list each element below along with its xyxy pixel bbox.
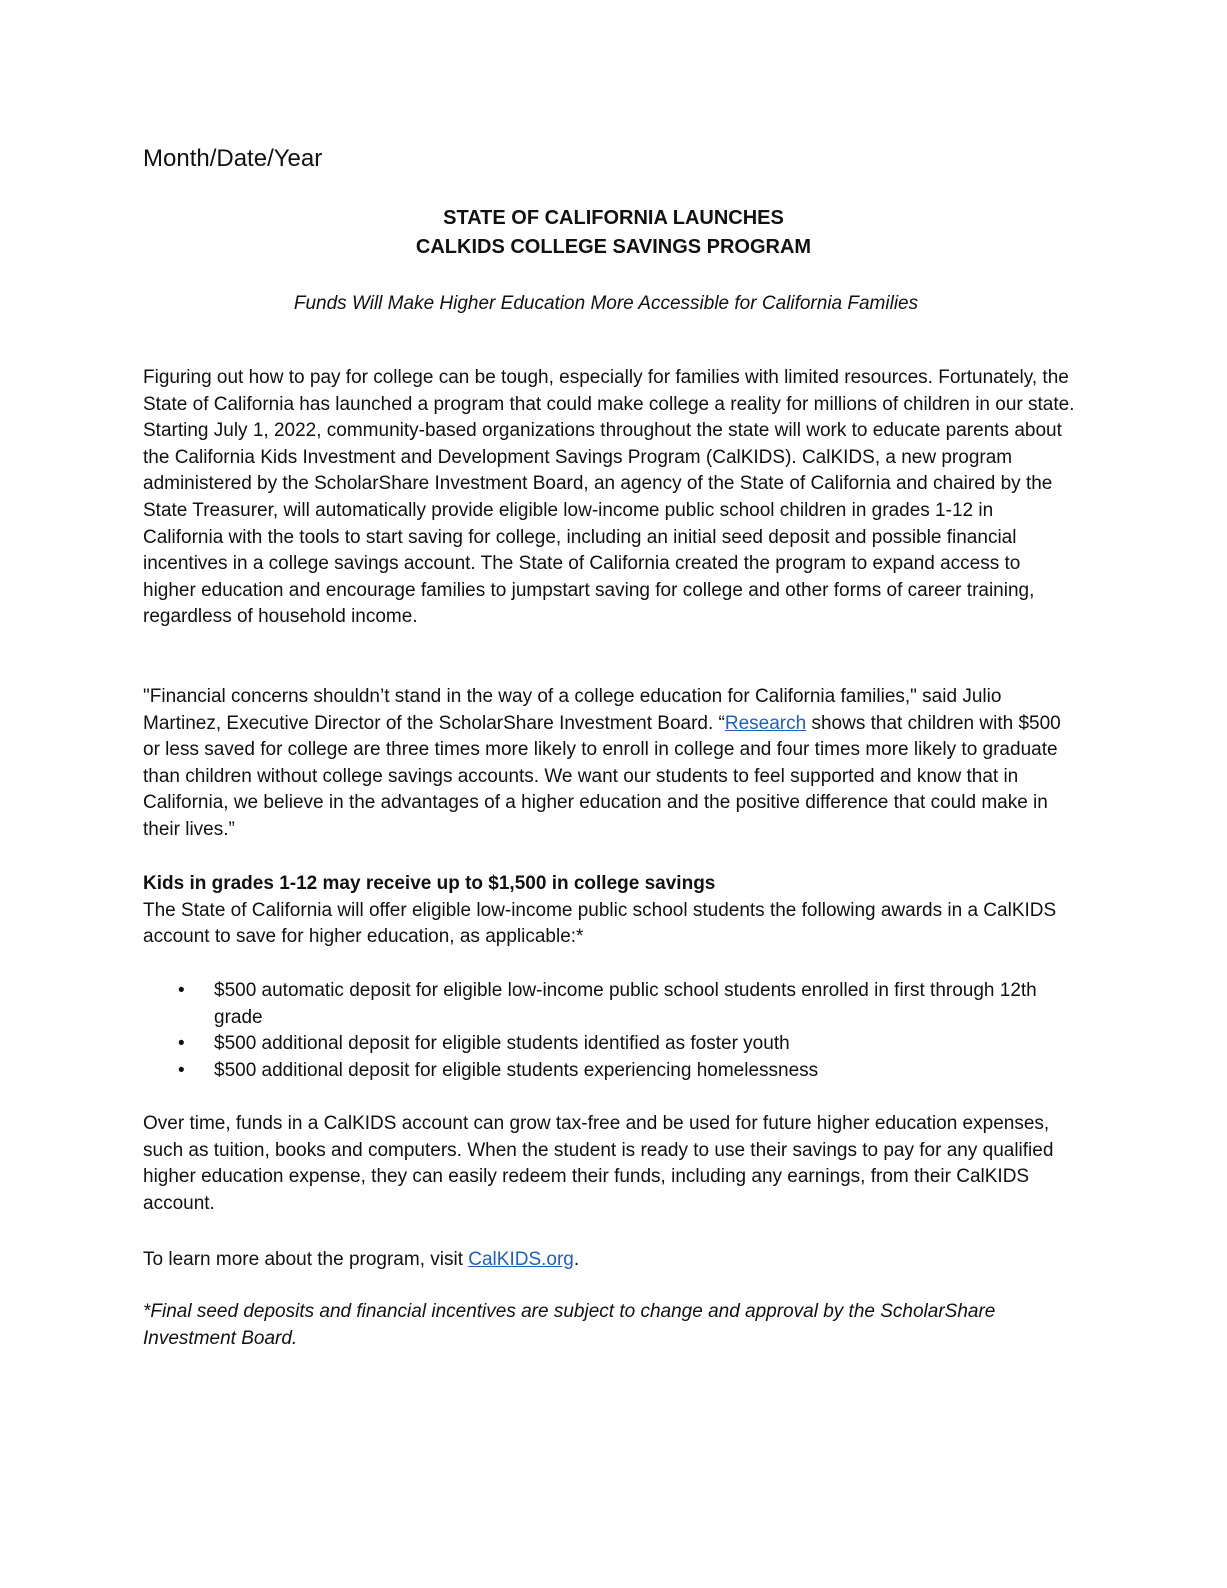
intro-paragraph: Figuring out how to pay for college can be tough, especially for families with limited resources. Fortunately, the State of California has launched a program that could make college a reality for millions of children in our state. Starting July 1, 2022, community-based organizations throughout the state will work to educate parents about the California Kids Investment and Development Savings Program (CalKIDS). CalKIDS, a new program administered by the ScholarShare Investment Board, an agency of the State of California and chaired by the State Treasurer, will automatically provide eligible low-income public school children in grades 1-12 in California with the tools to start saving for college, including an initial seed deposit and possible financial incentives in a college savings account. The State of California created the program to expand access to higher education and encourage families to jumpstart saving for college and other forms of career training, regardless of household income. — [143, 367, 1075, 628]
learn-more-period: . — [573, 1249, 580, 1270]
learn-more-line — [143, 1247, 1078, 1274]
awards-list — [143, 978, 1078, 1084]
list-item-text: $500 automatic deposit for eligible low-income public school students enrolled in first through 12th grade — [214, 980, 1037, 1028]
research-link[interactable]: Research — [724, 712, 807, 734]
list-item — [143, 1031, 1078, 1058]
section-intro: The State of California will offer eligible low-income public school students the following awards in a CalKIDS account to save for higher education, as applicable:* — [143, 899, 1057, 948]
calkids-link[interactable]: CalKIDS.org — [468, 1249, 574, 1270]
list-item — [143, 1058, 1078, 1085]
list-item-text: $500 additional deposit for eligible students experiencing homelessness — [214, 1059, 819, 1081]
quote-text-end: shows that children with $500 or less saved for college are three times more likely to enroll in college and four times more likely to graduate than children without college savings accounts. We want our students to feel supported and know that in California, we believe in the advantages of a higher education and the positive difference that could make in their lives.” — [143, 712, 1061, 840]
footnote: *Final seed deposits and financial incentives are subject to change and approval by the ScholarShare Investment Board. — [143, 1301, 996, 1349]
list-item — [143, 978, 1078, 1031]
bullet-icon: • — [178, 980, 185, 1001]
headline-line-1: STATE OF CALIFORNIA LAUNCHES — [443, 207, 784, 229]
headline-line-2: CALKIDS COLLEGE SAVINGS PROGRAM — [415, 236, 812, 258]
bullet-icon: • — [178, 1059, 185, 1081]
section-heading: Kids in grades 1-12 may receive up to $1,500 in college savings — [143, 873, 716, 894]
headline — [0, 204, 1227, 262]
quote-text-start: "Financial concerns shouldn’t stand in the way of a college education for California families," said Julio Martinez, Executive Director of the ScholarShare Investment Board. “ — [143, 686, 1002, 734]
subheadline: Funds Will Make Higher Education More Accessible for California Families — [293, 293, 919, 314]
list-item-text: $500 additional deposit for eligible students identified as foster youth — [214, 1033, 790, 1055]
funds-paragraph: Over time, funds in a CalKIDS account can grow tax-free and be used for future higher education expenses, such as tuition, books and computers. When the student is ready to use their savings to pay for any qualified higher education expense, they can easily redeem their funds, including any earnings, from their CalKIDS account. — [143, 1113, 1054, 1214]
quote-paragraph — [143, 684, 1078, 844]
bullet-icon: • — [178, 1033, 185, 1055]
document-date: Month/Date/Year — [143, 145, 323, 172]
learn-more-text: To learn more about the program, visit — [143, 1249, 469, 1270]
awards-section — [143, 871, 1078, 951]
